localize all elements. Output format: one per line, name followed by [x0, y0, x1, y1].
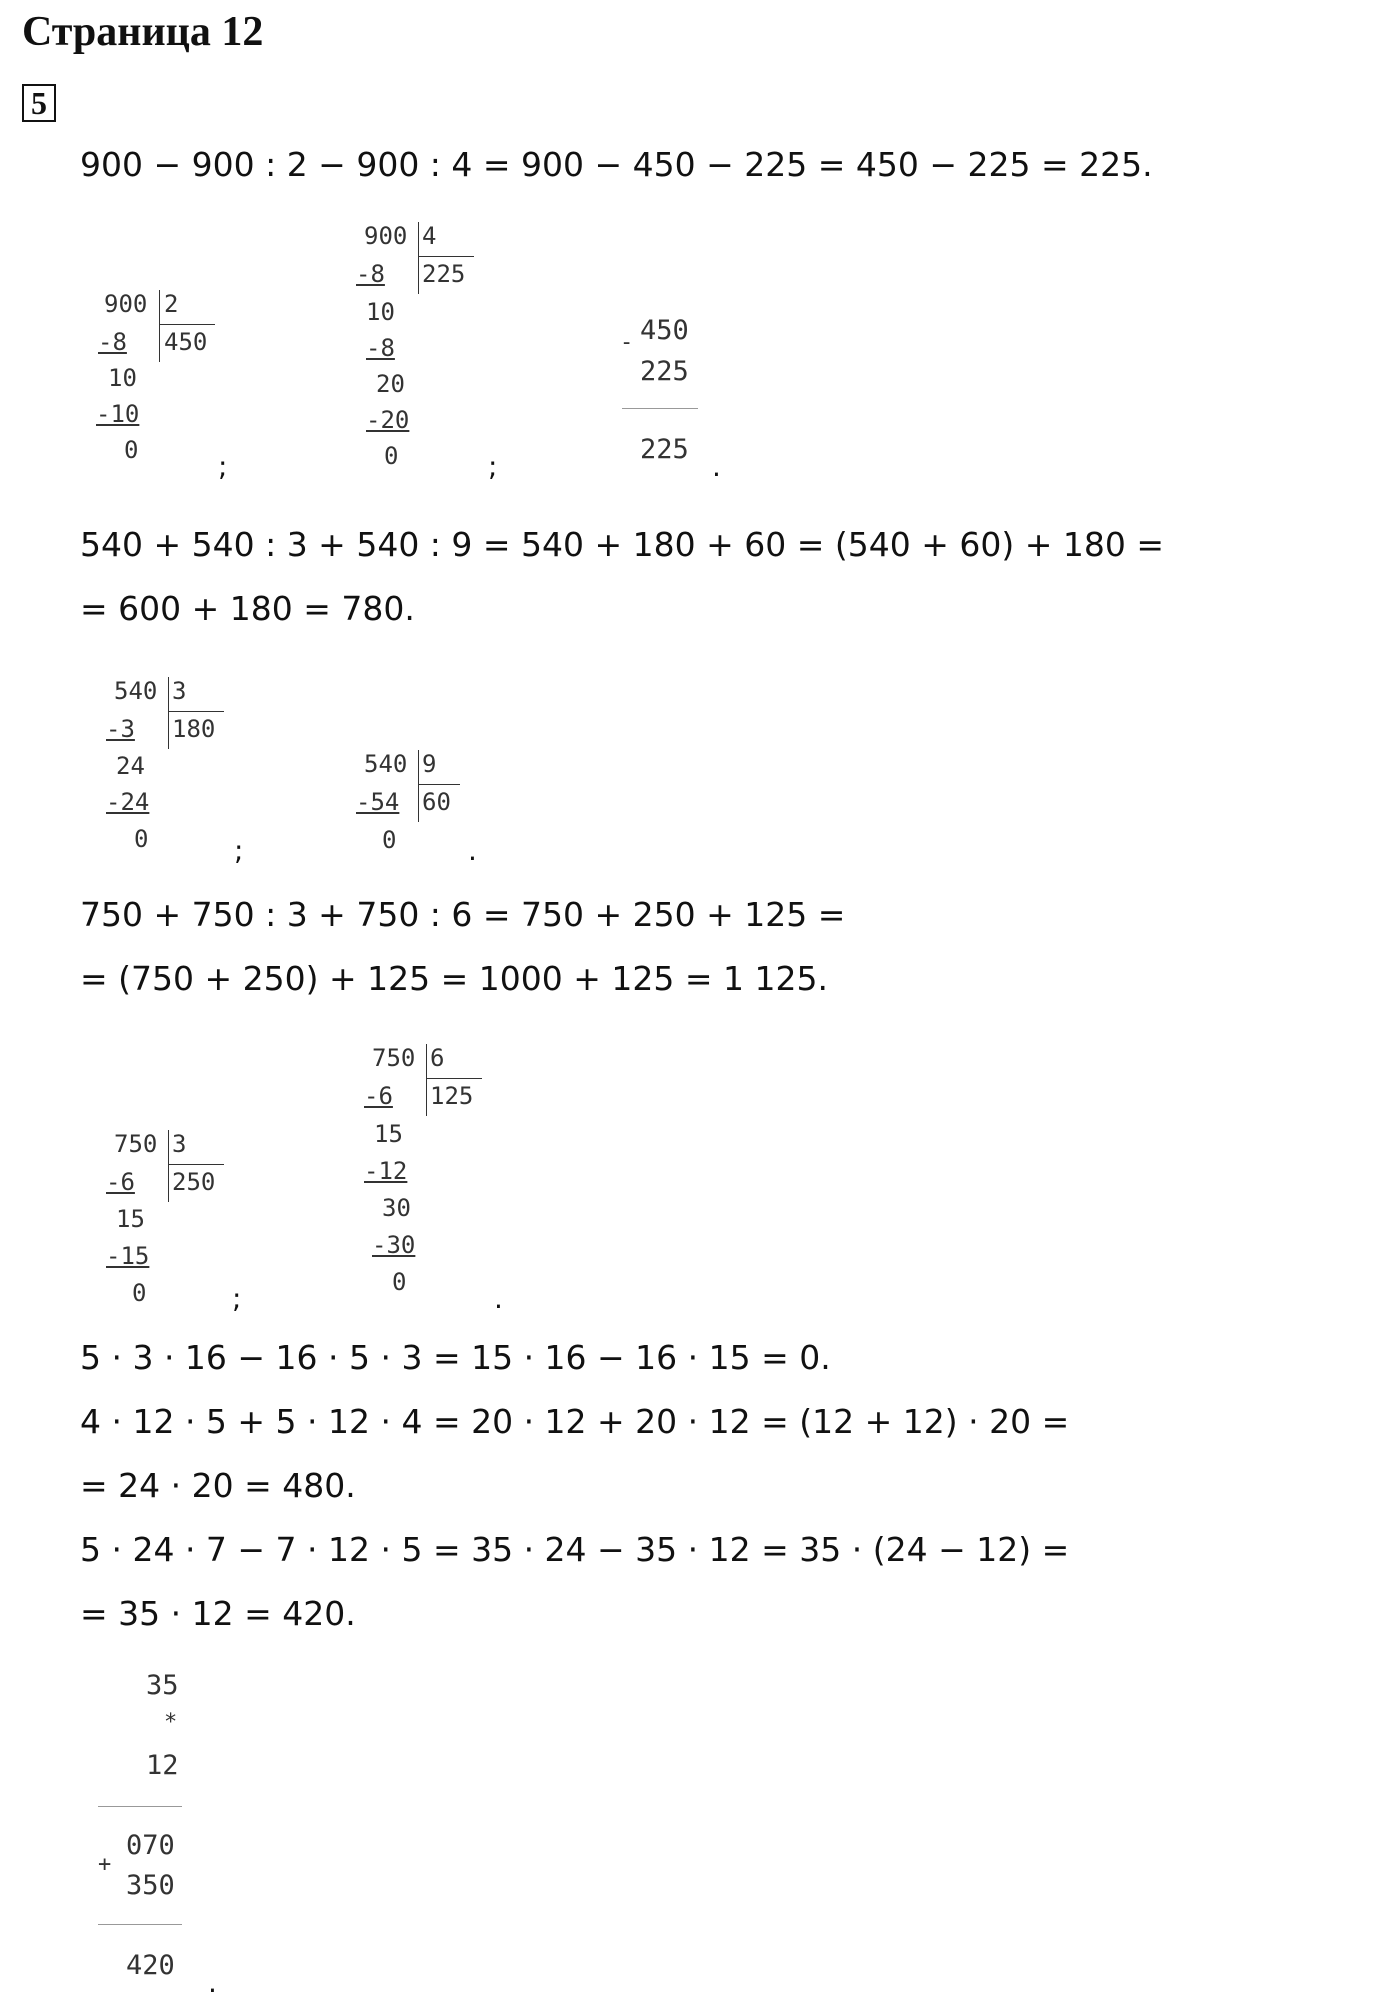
subtrahend: -6 [364, 1082, 393, 1110]
period: . [208, 1966, 217, 1999]
remainder: 0 [134, 825, 149, 853]
period: . [494, 1282, 503, 1315]
dividend: 540 [114, 677, 158, 705]
divisor: 4 [422, 222, 437, 250]
division-bar [426, 1044, 427, 1116]
subtrahend: -30 [372, 1231, 416, 1259]
remainder: 24 [116, 752, 145, 780]
quotient: 180 [172, 715, 216, 743]
divisor-line [168, 1164, 224, 1165]
division-bar [168, 677, 169, 749]
subtrahend: -54 [356, 788, 400, 816]
semicolon: ; [234, 834, 244, 867]
remainder: 0 [392, 1268, 407, 1296]
subtrahend: -10 [96, 400, 140, 428]
equation-line-3b: = (750 + 250) + 125 = 1000 + 125 = 1 125. [80, 959, 828, 998]
sum-line [98, 1924, 182, 1925]
equation-line-2a: 540 + 540 : 3 + 540 : 9 = 540 + 180 + 60 = (540 + 60) + 180 = [80, 525, 1165, 564]
minuend: 450 [640, 315, 689, 346]
dividend: 750 [372, 1044, 416, 1072]
equation-line-5a: 4 · 12 · 5 + 5 · 12 · 4 = 20 · 12 + 20 · 12 = (12 + 12) · 20 = [80, 1402, 1070, 1441]
dividend: 540 [364, 750, 408, 778]
quotient: 60 [422, 788, 451, 816]
remainder: 0 [382, 826, 397, 854]
division-bar [159, 290, 160, 362]
plus-sign: + [98, 1852, 112, 1877]
subtrahend: -15 [106, 1242, 150, 1270]
equation-line-4: 5 · 3 · 16 − 16 · 5 · 3 = 15 · 16 − 16 · 15 = 0. [80, 1338, 831, 1377]
remainder: 10 [108, 364, 137, 392]
remainder: 0 [384, 442, 399, 470]
quotient: 450 [164, 328, 208, 356]
task-number-badge: 5 [22, 84, 56, 122]
subtrahend: -3 [106, 715, 135, 743]
product-line [98, 1806, 182, 1807]
minus-sign: - [620, 330, 634, 355]
result-line [622, 408, 698, 409]
multiply-sign: * [164, 1710, 178, 1735]
divisor: 9 [422, 750, 437, 778]
partial-product: 350 [126, 1870, 175, 1901]
divisor-line [426, 1078, 482, 1079]
remainder: 15 [116, 1205, 145, 1233]
equation-line-2b: = 600 + 180 = 780. [80, 589, 415, 628]
subtrahend: -8 [98, 328, 127, 356]
multiplicand: 35 [146, 1670, 179, 1701]
subtrahend: -6 [106, 1168, 135, 1196]
remainder: 15 [374, 1120, 403, 1148]
multiplier: 12 [146, 1750, 179, 1781]
page-title: Страница 12 [22, 9, 264, 55]
quotient: 225 [422, 260, 466, 288]
period: . [468, 834, 477, 867]
equation-line-5b: = 24 · 20 = 480. [80, 1466, 356, 1505]
divisor: 3 [172, 677, 187, 705]
equation-line-6a: 5 · 24 · 7 − 7 · 12 · 5 = 35 · 24 − 35 · 12 = 35 · (24 − 12) = [80, 1530, 1070, 1569]
equation-line-1: 900 − 900 : 2 − 900 : 4 = 900 − 450 − 225 = 450 − 225 = 225. [80, 145, 1153, 184]
product: 420 [126, 1950, 175, 1981]
remainder: 30 [382, 1194, 411, 1222]
subtrahend: -24 [106, 788, 150, 816]
semicolon: ; [232, 1282, 242, 1315]
division-bar [418, 750, 419, 822]
divisor-line [159, 324, 215, 325]
subtrahend: -8 [366, 334, 395, 362]
subtrahend: -20 [366, 406, 410, 434]
dividend: 900 [364, 222, 408, 250]
remainder: 10 [366, 298, 395, 326]
divisor-line [418, 256, 474, 257]
divisor-line [418, 784, 460, 785]
partial-product: 070 [126, 1830, 175, 1861]
subtrahend: -12 [364, 1157, 408, 1185]
remainder: 0 [124, 436, 139, 464]
division-bar [168, 1130, 169, 1202]
remainder: 20 [376, 370, 405, 398]
quotient: 125 [430, 1082, 474, 1110]
quotient: 250 [172, 1168, 216, 1196]
semicolon: ; [218, 450, 228, 483]
divisor: 2 [164, 290, 179, 318]
difference: 225 [640, 434, 689, 465]
divisor-line [168, 711, 224, 712]
dividend: 900 [104, 290, 148, 318]
remainder: 0 [132, 1279, 147, 1307]
semicolon: ; [488, 450, 498, 483]
equation-line-3a: 750 + 750 : 3 + 750 : 6 = 750 + 250 + 125 = [80, 895, 846, 934]
equation-line-6b: = 35 · 12 = 420. [80, 1594, 356, 1633]
subtrahend: -8 [356, 260, 385, 288]
divisor: 3 [172, 1130, 187, 1158]
subtrahend: 225 [640, 356, 689, 387]
dividend: 750 [114, 1130, 158, 1158]
period: . [712, 450, 721, 483]
divisor: 6 [430, 1044, 445, 1072]
division-bar [418, 222, 419, 294]
